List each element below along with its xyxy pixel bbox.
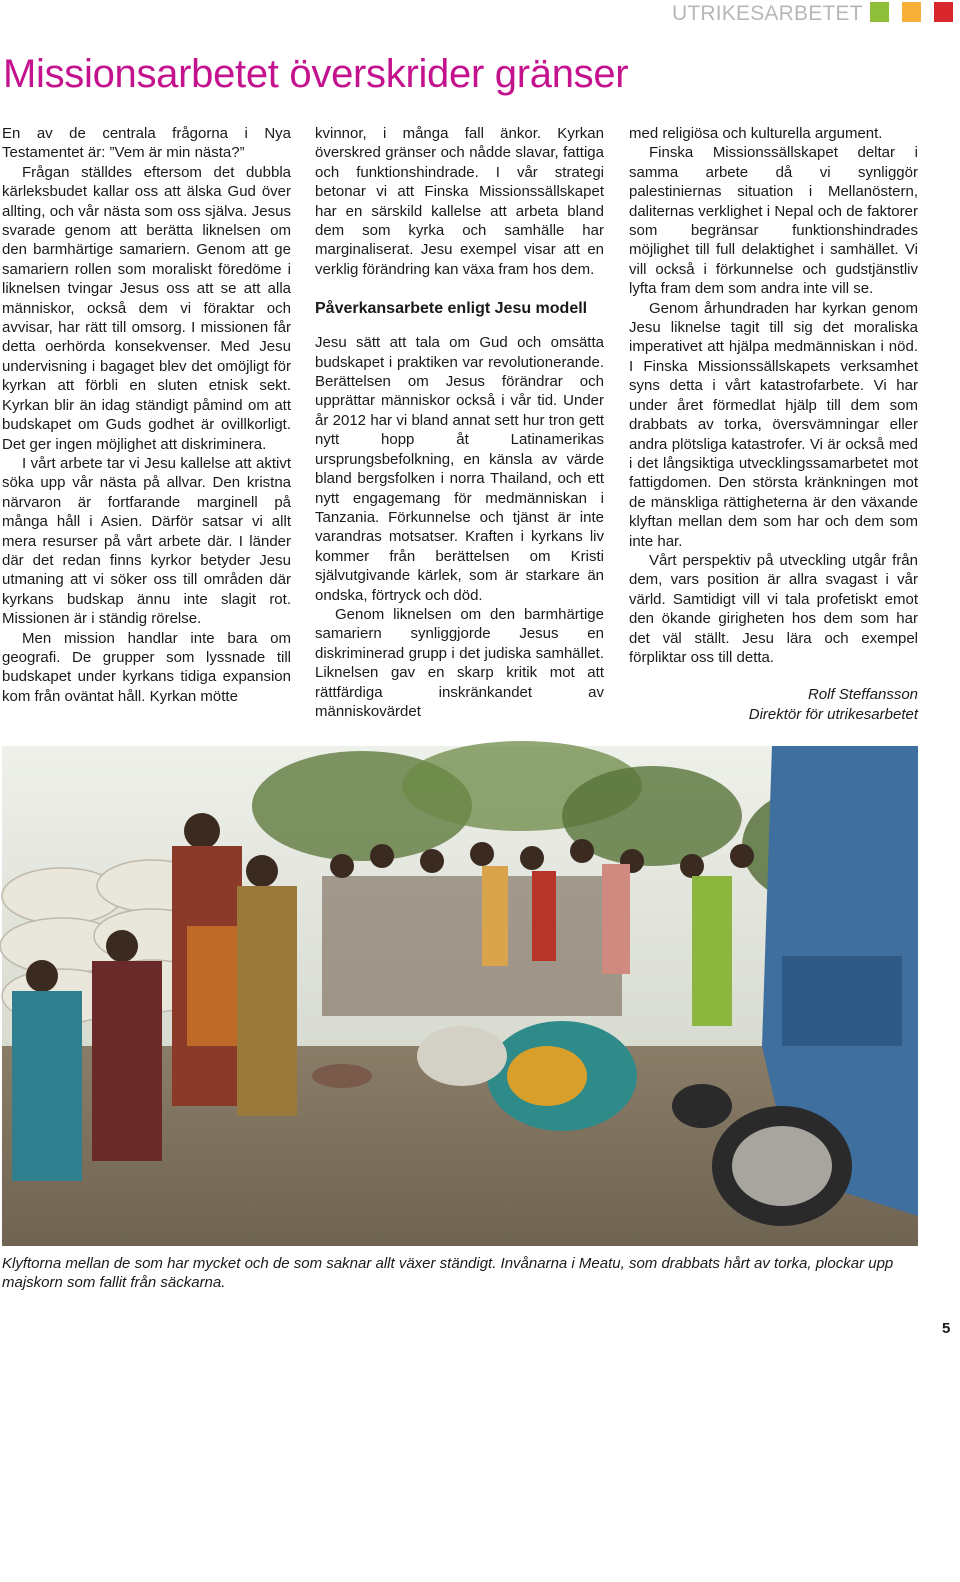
article-column-1 [2,124,291,706]
accent-square-red [934,2,953,22]
signature [629,685,918,724]
photo-caption: Klyftorna mellan de som har mycket och de som saknar allt växer ständigt. Invånarna i Meatu, som drabbats hårt av torka, plockar upp majskorn som fallit från säckarna. [2,1255,894,1291]
paragraph: kvinnor, i många fall änkor. Kyrkan överskred gränser och nådde slavar, fattiga och funktionshindrade. I vår strategi betonar vi att Finska Missionssällskapet har en särskild kallelse att arbeta bland dem som kyrka och samhälle har marginaliserat. Jesu exempel visar att en verklig förändring kan växa fram hos dem. [315,125,604,278]
article-title: Missionsarbetet överskrider gränser [3,52,629,96]
paragraph: Men mission handlar inte bara om geografi. De grupper som lyssnade till budskapet under kyrkans tidiga expansion kom från oväntat håll. Kyrkan mötte [2,629,291,705]
subheading: Påverkansarbete enligt Jesu modell [315,300,588,318]
paragraph: I vårt arbete tar vi Jesu kallelse att aktivt söka upp vår nästa på allvar. Den kristna närvaron är fortfarande marginell på många håll i Asien. Därför satsar vi allt mera resurser på vårt arbete där. I länder där det redan finns kyrkor betyder Jesu utmaning att vi söker oss till områden där kyrkans budskap ännu inte slagit rot. Missionen är i ständig rörelse. [2,454,291,628]
paragraph: Finska Missionssällskapet deltar i samma arbete då vi synliggör palestiniernas situation i Mellanöstern, daliternas verklighet i Nepal och de faktorer som begränsar funktionshindrades möjlighet till full delaktighet i samhället. Vi vill också i förkunnelse och gudstjänstliv lyfta fram dem som andra inte vill se. [629,144,918,298]
paragraph: Genom århundraden har kyrkan genom Jesu liknelse tagit till sig det moraliska imperativet att hjälpa medmänniskan i nöd. I Finska Missionssällskapets verksamhet syns detta i vårt katastrofarbete. Vi har under året förmedlat hjälp till dem som drabbats av torka, översvämningar eller andra plötsliga katastrofer. Vi är också med i det långsiktiga utvecklingssamarbetet mot fattigdomen. Den största kränkningen mot de mänskliga rättigheterna är den växande klyftan mellan dem som har och dem som inte har. [629,299,918,550]
paragraph: Frågan ställdes eftersom det dubbla kärleksbudet kallar oss att älska Gud över allting, och vår nästa som oss själva. Jesus svarade genom att berätta liknelsen om den barmhärtige samariern. Genom att ge samariern rollen som moraliskt föredöme i liknelsen tvingar Jesus oss att se att alla människor, också dem vi föraktar och avvisar, har rätt till omsorg. I missionen får detta oerhörda konsekvenser. Med Jesu undervisning i bagaget blev det omöjligt för kyrkan att förbli en sluten etnisk sekt. Kyrkan blir än idag ständigt påmind om att budskapet om Guds godhet är ovillkorligt. Det ger ingen möjlighet att diskriminera. [2,163,291,453]
paragraph: med religiösa och kulturella argument. [629,125,883,142]
paragraph: Vårt perspektiv på utveckling utgår från dem, vars position är allra svagast i vår värld. Samtidigt vill vi tala profetiskt emot den ökande girigheten hos dem som har det väl ställt. Jesu lära och exempel förpliktar oss till detta. [629,551,918,666]
section-label: UTRIKESARBETET [672,2,863,25]
page-number: 5 [942,1320,951,1337]
signature-role: Direktör för utrikesarbetet [748,705,918,723]
signature-name: Rolf Steffansson [807,686,918,704]
paragraph: Jesu sätt att tala om Gud och omsätta budskapet i praktiken var revolutionerande. Berättelsen om Jesus förändrar och upprättar människor också i vår tid. Under år 2012 har vi bland annat sett hur tron gett nytt hopp åt Latinamerikas ursprungsbefolkning, en känsla av värde bland bergsfolken i norra Thailand, och ett nytt engagemang för medmänniskan i Tanzania. Förkunnelse och tjänst är inte varandras motsatser. Kraften i kyrkans liv kommer från berättelsen om Kristi självutgivande kärlek, som är starkare än ondska, förtryck och död. [315,334,604,604]
accent-square-orange [902,2,921,22]
article-column-2 [315,124,604,721]
accent-square-green [870,2,889,22]
paragraph: Genom liknelsen om den barmhärtige samariern synliggjorde Jesus en diskriminerad grupp i det judiska samhället. Liknelsen gav en skarp kritik mot att rättfärdiga inskränkandet av människovärdet [315,605,604,720]
photo-credit: Mikko Pyhtilä [900,1517,912,1582]
paragraph: En av de centrala frågorna i Nya Testamentet är: ”Vem är min nästa?” [2,125,291,162]
article-column-3 [629,124,918,724]
